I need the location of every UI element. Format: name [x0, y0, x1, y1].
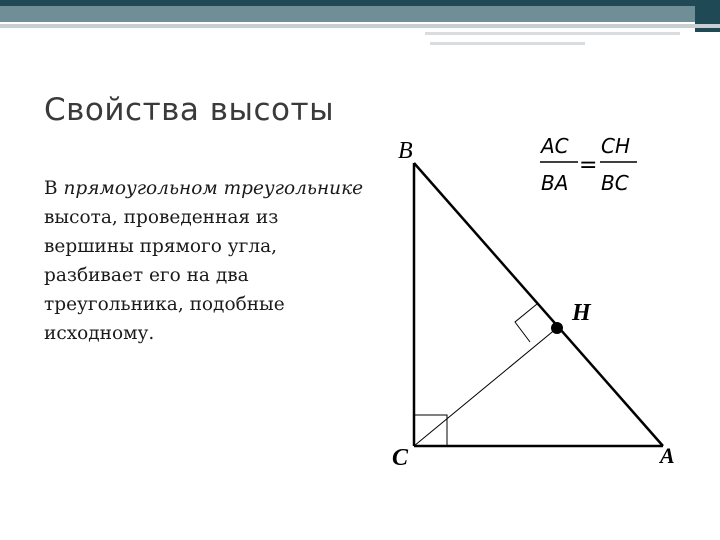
top-gray-line [0, 24, 720, 28]
point-h [551, 322, 563, 334]
top-decoration [0, 0, 720, 50]
formula-right-numerator: CH [601, 134, 631, 158]
formula-equals: = [579, 153, 598, 178]
right-angle-mark-h [515, 304, 537, 342]
top-light-line [425, 32, 680, 35]
altitude-ch [414, 328, 557, 446]
paragraph-text-end: высота, проведенная из вершины прямого угла, разбивает его на два треугольника, подобные исходному. [44, 207, 285, 344]
top-dark-band [0, 0, 720, 6]
label-a: A [660, 443, 675, 468]
label-c: C [392, 445, 409, 471]
label-b: B [398, 138, 413, 164]
paragraph-italic-term: прямоугольном треугольнике [63, 178, 364, 199]
formula-right-denominator: BC [601, 171, 629, 195]
slide-title: Свойства высоты [44, 92, 335, 128]
triangle-diagram [380, 125, 700, 475]
formula-left-denominator: BA [541, 171, 569, 195]
label-h: H [572, 300, 591, 326]
side-ba [414, 163, 663, 446]
top-light-line-2 [430, 42, 585, 45]
formula-left-numerator: AC [541, 134, 569, 158]
paragraph-text-start: В [44, 178, 64, 199]
body-paragraph [44, 174, 364, 348]
